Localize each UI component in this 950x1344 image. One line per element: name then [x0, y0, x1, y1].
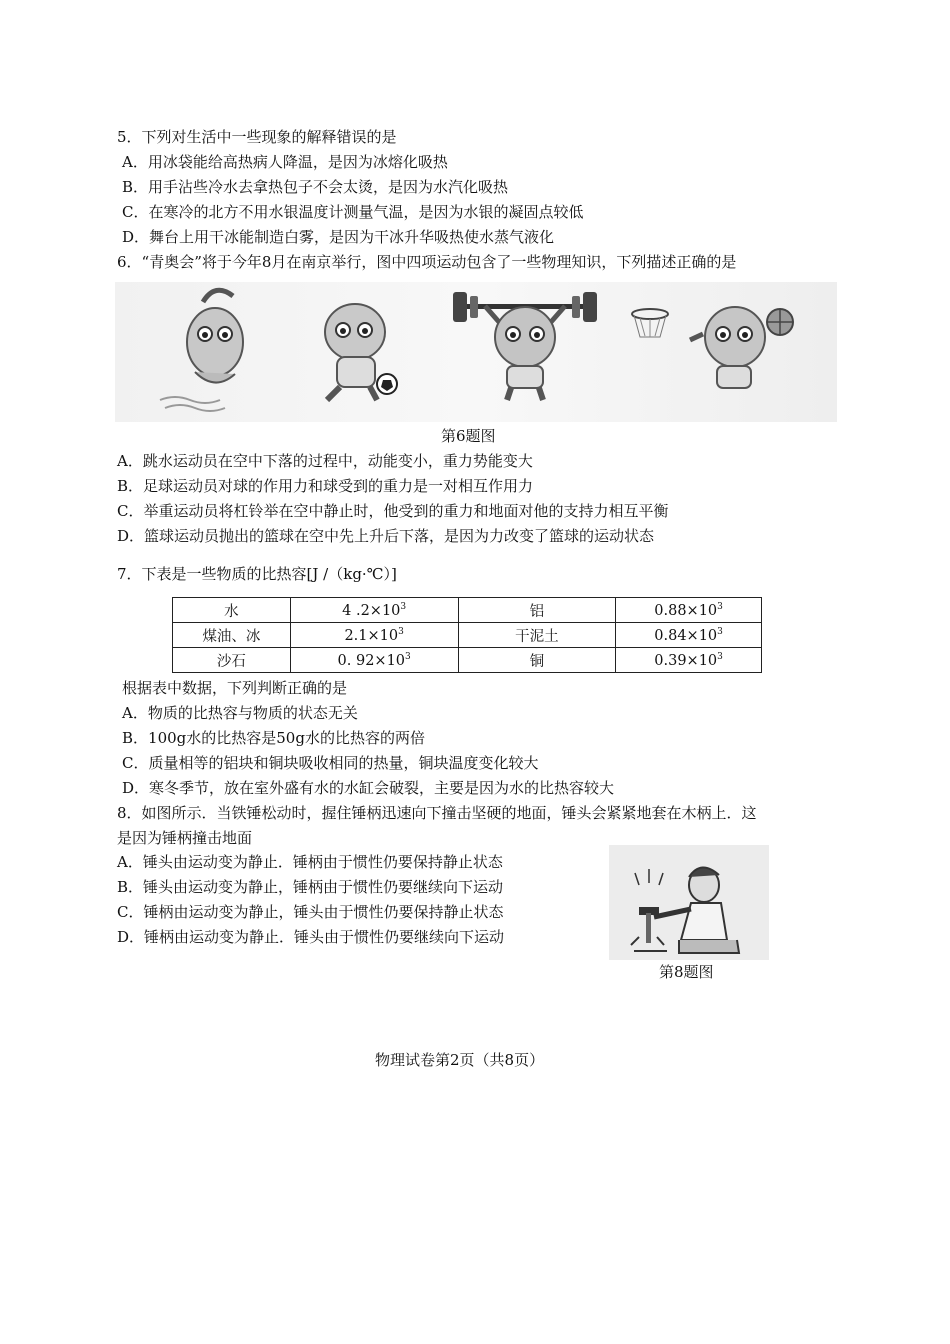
q8-option-d: D．锤柄由运动变为静止．锤头由于惯性仍要继续向下运动	[117, 928, 505, 946]
q5-option-c: C．在寒冷的北方不用水银温度计测量气温，是因为水银的凝固点较低	[122, 203, 584, 221]
q5-option-a: A．用冰袋能给高热病人降温，是因为冰熔化吸热	[122, 153, 448, 171]
specific-heat-table	[172, 597, 762, 673]
material-cell: 铜	[458, 648, 616, 673]
material-cell: 煤油、冰	[173, 623, 291, 648]
material-cell: 干泥土	[458, 623, 616, 648]
q5-option-d: D．舞台上用干冰能制造白雾，是因为干冰升华吸热使水蒸气液化	[122, 228, 555, 246]
q8-stem-line1: 8．如图所示．当铁锤松动时，握住锤柄迅速向下撞击坚硬的地面，锤头会紧紧地套在木柄上．这	[117, 804, 757, 822]
q6-option-c: C．举重运动员将杠铃举在空中静止时，他受到的重力和地面对他的支持力相互平衡	[117, 502, 669, 520]
value-cell: $0.88\times 10^3$	[616, 598, 762, 623]
q8-stem-line2: 是因为锤柄撞击地面	[117, 829, 253, 847]
q5-option-b: B．用手沾些冷水去拿热包子不会太烫，是因为水汽化吸热	[122, 178, 509, 196]
q7-stem: 7．下表是一些物质的比热容[J /（kg·℃）]	[117, 565, 397, 583]
q7-option-d: D．寒冬季节，放在室外盛有水的水缸会破裂，主要是因为水的比热容较大	[122, 779, 615, 797]
q6-option-d: D．篮球运动员抛出的篮球在空中先上升后下落，是因为力改变了篮球的运动状态	[117, 527, 655, 545]
q6-figure-caption: 第6题图	[441, 427, 496, 445]
q7-option-b: B．100g水的比热容是50g水的比热容的两倍	[122, 729, 425, 747]
q8-option-a: A．锤头由运动变为静止．锤柄由于惯性仍要保持静止状态	[117, 853, 503, 871]
q7-lead: 根据表中数据，下列判断正确的是	[122, 679, 348, 697]
table-row	[173, 648, 762, 673]
q6-option-b: B．足球运动员对球的作用力和球受到的重力是一对相互作用力	[117, 477, 534, 495]
value-cell: $0.39\times 10^3$	[616, 648, 762, 673]
q6-stem: 6．“青奥会”将于今年8月在南京举行，图中四项运动包含了一些物理知识，下列描述正确的是	[117, 253, 737, 271]
q8-option-b: B．锤头由运动变为静止，锤柄由于惯性仍要继续向下运动	[117, 878, 504, 896]
material-cell: 沙石	[173, 648, 291, 673]
q7-option-c: C．质量相等的铝块和铜块吸收相同的热量，铜块温度变化较大	[122, 754, 539, 772]
material-cell: 水	[173, 598, 291, 623]
q6-option-a: A．跳水运动员在空中下落的过程中，动能变小，重力势能变大	[117, 452, 533, 470]
page-footer: 物理试卷第2页（共8页）	[375, 1051, 545, 1069]
material-cell: 铝	[458, 598, 616, 623]
value-cell: $0.84\times 10^3$	[616, 623, 762, 648]
q8-figure-caption: 第8题图	[659, 963, 714, 981]
q8-hammer-figure	[609, 845, 769, 960]
value-cell: $2.1\times 10^3$	[290, 623, 458, 648]
q8-option-c: C．锤柄由运动变为静止，锤头由于惯性仍要保持静止状态	[117, 903, 504, 921]
value-cell: 4 $.2\times 10^3$	[290, 598, 458, 623]
table-row	[173, 623, 762, 648]
value-cell: 0. $92\times 10^3$	[290, 648, 458, 673]
table-row	[173, 598, 762, 623]
q7-option-a: A．物质的比热容与物质的状态无关	[122, 704, 358, 722]
q5-stem: 5．下列对生活中一些现象的解释错误的是	[117, 128, 397, 146]
q6-sports-mascots-figure	[115, 282, 837, 422]
